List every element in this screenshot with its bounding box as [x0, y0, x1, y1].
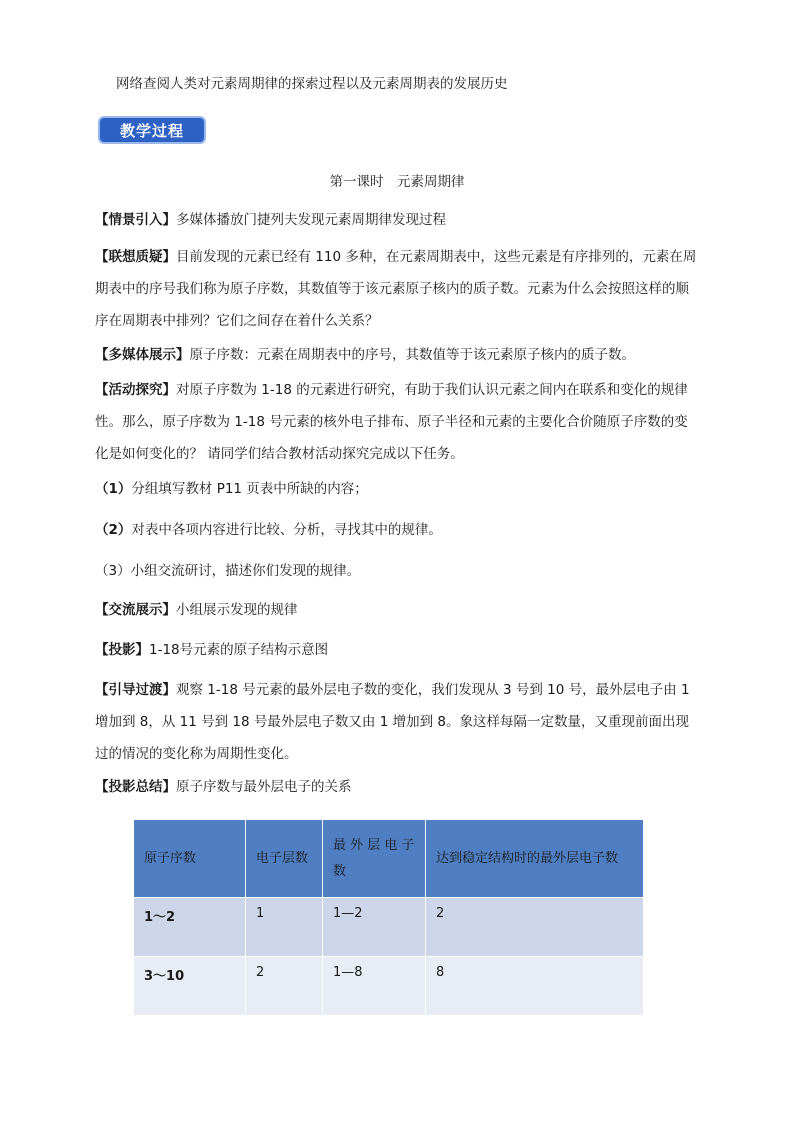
paragraph-tag: 【引导过渡】 [95, 682, 176, 698]
table-header-cell: 原子序数 [134, 820, 246, 898]
table-cell: 1—2 [323, 898, 426, 957]
paragraph-tag: 【情景引入】 [95, 212, 176, 228]
paragraph-transition [95, 674, 701, 770]
paragraph-scenario [95, 204, 701, 236]
table-cell: 1 [246, 898, 323, 957]
table-cell: 2 [246, 957, 323, 1016]
table-row [134, 898, 644, 957]
paragraph-text: 原子序数与最外层电子的关系 [176, 779, 352, 795]
table-header-cell: 达到稳定结构时的最外层电子数 [426, 820, 644, 898]
paragraph-tag: 【活动探究】 [95, 382, 176, 398]
table-cell: 3～10 [134, 957, 246, 1016]
task-text: （3）小组交流研讨，描述你们发现的规律。 [95, 563, 361, 579]
paragraph-tag: 【交流展示】 [95, 602, 176, 618]
paragraph-text: 多媒体播放门捷列夫发现元素周期律发现过程 [176, 212, 446, 228]
table-cell: 2 [426, 898, 644, 957]
task-text: 分组填写教材 P11 页表中所缺的内容； [131, 481, 368, 497]
table-cell: 1—8 [323, 957, 426, 1016]
paragraph-tag: 【投影总结】 [95, 779, 176, 795]
table-header-cell: 电子层数 [246, 820, 323, 898]
paragraph-summary [95, 771, 701, 803]
paragraph-tag: 【多媒体展示】 [95, 347, 190, 363]
task-number: （1） [95, 481, 132, 497]
task-text: 对表中各项内容进行比较、分析，寻找其中的规律。 [131, 522, 442, 538]
paragraph-text: 对原子序数为 1-18 的元素进行研究，有助于我们认识元素之间内在联系和变化的规律性。那么，原子序数为 1-18 号元素的核外电子排布、原子半径和元素的主要化合价随原子序数的变化是如何变化的？ 请同学们结合教材活动探究完成以下任务。 [95, 382, 688, 462]
table-header-cell: 最 外 层 电 子数 [323, 820, 426, 898]
paragraph-tag: 【联想质疑】 [95, 249, 176, 265]
paragraph-text: 观察 1-18 号元素的最外层电子数的变化，我们发现从 3 号到 10 号，最外层电子由 1 增加到 8，从 11 号到 18 号最外层电子数又由 1 增加到 8。象这样每隔一定数量，又重现前面出现过的情况的变化称为周期性变化。 [95, 682, 690, 762]
paragraph-text: 原子序数：元素在周期表中的序号，其数值等于该元素原子核内的质子数。 [189, 347, 635, 363]
paragraph-text: 小组展示发现的规律 [176, 602, 298, 618]
paragraph-multimedia [95, 339, 701, 371]
paragraph-exchange [95, 594, 701, 626]
relation-table [133, 819, 644, 1016]
paragraph-text: 1-18号元素的原子结构示意图 [149, 642, 329, 658]
table-header-row [134, 820, 644, 898]
table-cell: 8 [426, 957, 644, 1016]
lesson-title: 第一课时 元素周期律 [329, 174, 465, 190]
table-row [134, 957, 644, 1016]
section-banner: 教学过程 [98, 116, 206, 144]
paragraph-activity [95, 374, 701, 470]
paragraph-projection [95, 634, 701, 666]
paragraph-tag: 【投影】 [95, 642, 149, 658]
table-cell: 1～2 [134, 898, 246, 957]
task-item-3 [95, 555, 701, 587]
task-item-2 [95, 514, 701, 546]
task-item-1 [95, 473, 701, 505]
task-number: （2） [95, 522, 132, 538]
paragraph-question [95, 241, 701, 337]
intro-text: 网络查阅人类对元素周期律的探索过程以及元素周期表的发展历史 [116, 76, 508, 92]
paragraph-text: 目前发现的元素已经有 110 多种，在元素周期表中，这些元素是有序排列的，元素在周期表中的序号我们称为原子序数，其数值等于该元素原子核内的质子数。元素为什么会按照这样的顺序在周期表中排列？它们之间存在着什么关系？ [95, 249, 697, 329]
